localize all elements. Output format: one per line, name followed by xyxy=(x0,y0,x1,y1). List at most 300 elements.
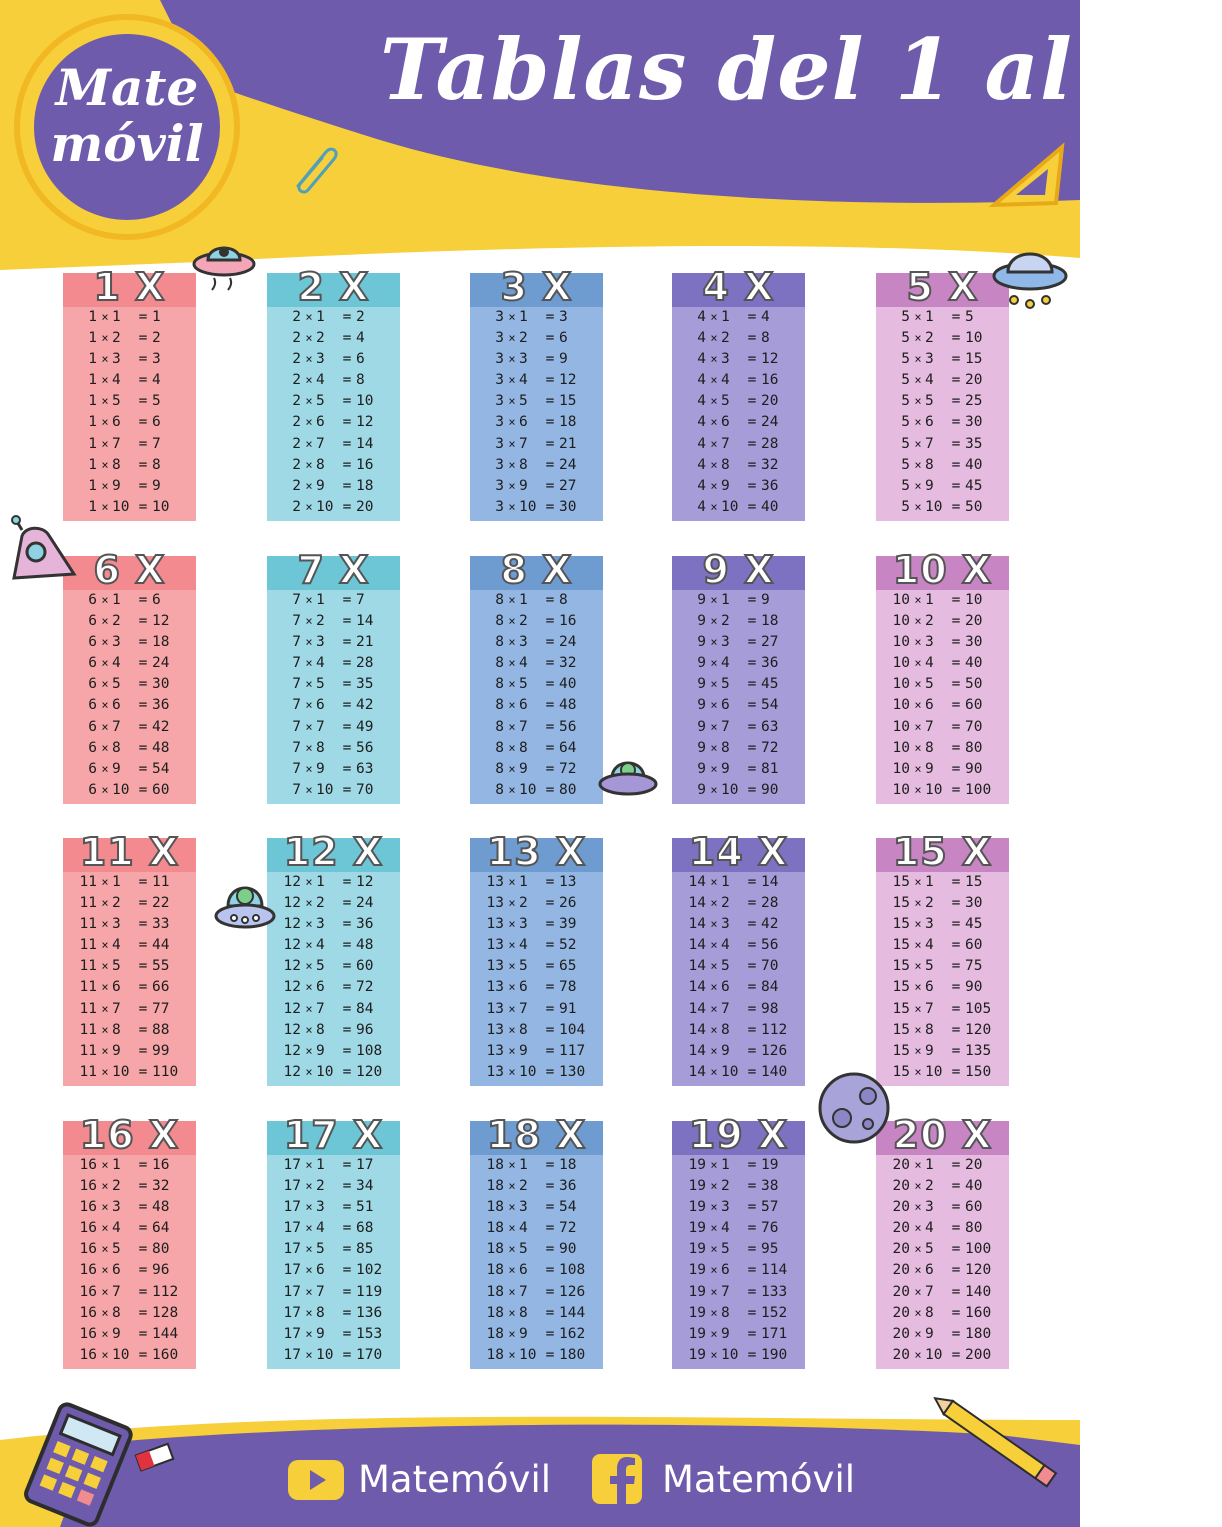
times-sign: × xyxy=(710,761,718,776)
times-sign: × xyxy=(914,1347,922,1362)
equals-sign: = xyxy=(138,895,148,912)
product: 27 xyxy=(559,477,577,494)
multiplicand: 12 xyxy=(283,979,301,996)
equals-sign: = xyxy=(342,718,352,735)
multiplicand: 13 xyxy=(486,979,504,996)
multiplier: 10 xyxy=(721,1063,739,1080)
times-sign: × xyxy=(101,1200,109,1215)
table-row xyxy=(876,1218,1009,1239)
multiplier: 1 xyxy=(721,1157,730,1173)
times-sign: × xyxy=(508,457,516,472)
equals-sign: = xyxy=(951,718,961,735)
times-sign: × xyxy=(305,614,313,629)
multiplier: 9 xyxy=(721,1325,730,1342)
equals-sign: = xyxy=(342,1199,352,1216)
times-sign: × xyxy=(914,310,922,324)
multiplier: 9 xyxy=(316,1325,325,1342)
multiplier: 5 xyxy=(519,958,528,975)
equals-sign: = xyxy=(747,456,757,473)
equals-sign: = xyxy=(138,1220,148,1237)
multiplicand: 17 xyxy=(283,1157,301,1173)
product: 56 xyxy=(761,937,779,954)
multiplicand: 15 xyxy=(892,1063,910,1080)
multiplicand: 9 xyxy=(697,781,706,798)
multiplicand: 7 xyxy=(292,592,301,608)
multiplier: 9 xyxy=(519,1042,528,1059)
product: 96 xyxy=(356,1021,374,1038)
product: 190 xyxy=(761,1346,788,1363)
table-row xyxy=(876,914,1009,935)
multiplicand: 15 xyxy=(892,1021,910,1038)
equals-sign: = xyxy=(138,1283,148,1300)
product: 128 xyxy=(152,1304,179,1321)
multiplicand: 9 xyxy=(697,655,706,672)
multiplicand: 4 xyxy=(697,414,706,431)
times-sign: × xyxy=(305,656,313,671)
multiplicand: 16 xyxy=(79,1304,97,1321)
times-sign: × xyxy=(914,394,922,409)
multiplicand: 16 xyxy=(79,1157,97,1173)
pencil-icon xyxy=(930,1400,1070,1490)
times-sign: × xyxy=(710,1284,718,1299)
rocket-icon xyxy=(8,514,80,586)
times-sign: × xyxy=(101,635,109,650)
times-sign: × xyxy=(914,1326,922,1341)
times-sign: × xyxy=(914,499,922,514)
multiplier: 4 xyxy=(112,937,121,954)
multiplier: 10 xyxy=(925,1346,943,1363)
times-sign: × xyxy=(914,1263,922,1278)
table-row xyxy=(63,780,196,801)
multiplier: 3 xyxy=(316,1199,325,1216)
table-row xyxy=(63,391,196,412)
table-row xyxy=(267,328,400,349)
multiplicand: 6 xyxy=(88,655,97,672)
multiplier: 3 xyxy=(925,916,934,933)
equals-sign: = xyxy=(747,1021,757,1038)
equals-sign: = xyxy=(951,760,961,777)
table-row xyxy=(672,1155,805,1176)
times-sign: × xyxy=(508,761,516,776)
table-row xyxy=(470,1176,603,1197)
multiplier: 7 xyxy=(519,1000,528,1017)
times-sign: × xyxy=(508,1179,516,1194)
product: 4 xyxy=(761,309,770,325)
times-sign: × xyxy=(508,635,516,650)
product: 84 xyxy=(356,1000,374,1017)
times-sign: × xyxy=(508,896,516,911)
table-card xyxy=(470,1113,603,1369)
times-sign: × xyxy=(305,875,313,889)
product: 6 xyxy=(152,592,161,608)
equals-sign: = xyxy=(138,958,148,975)
youtube-icon xyxy=(286,1458,346,1502)
multiplier: 3 xyxy=(721,916,730,933)
multiplicand: 4 xyxy=(697,330,706,347)
product: 32 xyxy=(559,655,577,672)
times-sign: × xyxy=(508,656,516,671)
equals-sign: = xyxy=(951,634,961,651)
product: 24 xyxy=(559,456,577,473)
equals-sign: = xyxy=(951,1178,961,1195)
product: 54 xyxy=(559,1199,577,1216)
times-sign: × xyxy=(508,1158,516,1172)
product: 51 xyxy=(356,1199,374,1216)
multiplicand: 13 xyxy=(486,916,504,933)
table-row xyxy=(267,611,400,632)
multiplier: 5 xyxy=(316,1241,325,1258)
times-sign: × xyxy=(508,740,516,755)
times-sign: × xyxy=(914,698,922,713)
equals-sign: = xyxy=(545,330,555,347)
product: 126 xyxy=(559,1283,586,1300)
multiplier: 6 xyxy=(519,1262,528,1279)
product: 102 xyxy=(356,1262,383,1279)
multiplier: 3 xyxy=(112,351,121,368)
table-row xyxy=(470,695,603,716)
multiplier: 10 xyxy=(112,498,130,515)
table-row xyxy=(267,1155,400,1176)
times-sign: × xyxy=(710,959,718,974)
table-row xyxy=(267,738,400,759)
product: 38 xyxy=(761,1178,779,1195)
multiplicand: 7 xyxy=(292,739,301,756)
product: 110 xyxy=(152,1063,179,1080)
product: 9 xyxy=(152,477,161,494)
table-row xyxy=(876,611,1009,632)
multiplier: 2 xyxy=(316,613,325,630)
equals-sign: = xyxy=(342,697,352,714)
equals-sign: = xyxy=(138,592,148,608)
multiplicand: 1 xyxy=(88,435,97,452)
table-row xyxy=(267,872,400,893)
product: 32 xyxy=(152,1178,170,1195)
facebook-link[interactable] xyxy=(590,1452,856,1506)
multiplier: 6 xyxy=(112,1262,121,1279)
table-title: 7 X xyxy=(297,548,370,592)
times-sign: × xyxy=(914,656,922,671)
multiplicand: 16 xyxy=(79,1220,97,1237)
table-row xyxy=(267,1041,400,1062)
times-sign: × xyxy=(508,677,516,692)
multiplicand: 4 xyxy=(697,372,706,389)
multiplier: 2 xyxy=(519,1178,528,1195)
multiplier: 1 xyxy=(112,309,121,325)
times-sign: × xyxy=(508,1200,516,1215)
table-row xyxy=(672,455,805,476)
multiplicand: 3 xyxy=(495,414,504,431)
product: 12 xyxy=(356,874,374,890)
times-sign: × xyxy=(305,1200,313,1215)
times-sign: × xyxy=(305,938,313,953)
product: 12 xyxy=(559,372,577,389)
equals-sign: = xyxy=(342,1063,352,1080)
equals-sign: = xyxy=(138,937,148,954)
multiplier: 2 xyxy=(316,895,325,912)
table-row xyxy=(470,1218,603,1239)
equals-sign: = xyxy=(747,634,757,651)
times-sign: × xyxy=(305,478,313,493)
product: 70 xyxy=(965,718,983,735)
times-sign: × xyxy=(101,1263,109,1278)
multiplicand: 17 xyxy=(283,1346,301,1363)
table-row xyxy=(876,872,1009,893)
equals-sign: = xyxy=(342,592,352,608)
table-row xyxy=(267,914,400,935)
product: 160 xyxy=(152,1346,179,1363)
table-row xyxy=(672,914,805,935)
table-row xyxy=(267,370,400,391)
product: 63 xyxy=(356,760,374,777)
multiplicand: 19 xyxy=(688,1220,706,1237)
product: 45 xyxy=(761,676,779,693)
equals-sign: = xyxy=(951,895,961,912)
multiplicand: 11 xyxy=(79,937,97,954)
equals-sign: = xyxy=(342,1042,352,1059)
equals-sign: = xyxy=(545,1021,555,1038)
multiplicand: 9 xyxy=(697,718,706,735)
times-sign: × xyxy=(101,310,109,324)
multiplier: 6 xyxy=(112,697,121,714)
product: 100 xyxy=(965,1241,992,1258)
multiplicand: 3 xyxy=(495,498,504,515)
multiplicand: 8 xyxy=(495,676,504,693)
table-row xyxy=(672,391,805,412)
equals-sign: = xyxy=(138,1262,148,1279)
equals-sign: = xyxy=(747,372,757,389)
equals-sign: = xyxy=(951,1042,961,1059)
multiplicand: 5 xyxy=(901,393,910,410)
multiplicand: 7 xyxy=(292,718,301,735)
multiplier: 9 xyxy=(112,477,121,494)
table-title: 3 X xyxy=(500,265,573,309)
table-title: 12 X xyxy=(283,830,384,874)
product: 55 xyxy=(152,958,170,975)
times-sign: × xyxy=(101,740,109,755)
equals-sign: = xyxy=(138,414,148,431)
multiplicand: 8 xyxy=(495,592,504,608)
multiplicand: 15 xyxy=(892,958,910,975)
multiplier: 10 xyxy=(925,498,943,515)
multiplier: 10 xyxy=(721,1346,739,1363)
equals-sign: = xyxy=(747,309,757,325)
multiplicand: 4 xyxy=(697,498,706,515)
product: 30 xyxy=(559,498,577,515)
times-sign: × xyxy=(508,1043,516,1058)
table-row xyxy=(470,307,603,328)
product: 91 xyxy=(559,1000,577,1017)
product: 144 xyxy=(559,1304,586,1321)
calculator-icon xyxy=(18,1398,168,1520)
multiplicand: 6 xyxy=(88,760,97,777)
table-row xyxy=(876,1041,1009,1062)
equals-sign: = xyxy=(138,739,148,756)
product: 78 xyxy=(559,979,577,996)
multiplier: 3 xyxy=(519,916,528,933)
product: 20 xyxy=(965,372,983,389)
multiplier: 4 xyxy=(925,655,934,672)
times-sign: × xyxy=(914,719,922,734)
multiplier: 3 xyxy=(925,634,934,651)
multiplicand: 19 xyxy=(688,1199,706,1216)
product: 16 xyxy=(152,1157,170,1173)
product: 72 xyxy=(559,760,577,777)
times-sign: × xyxy=(101,719,109,734)
product: 56 xyxy=(356,739,374,756)
times-sign: × xyxy=(710,782,718,797)
youtube-label: Matemóvil xyxy=(358,1458,552,1501)
times-sign: × xyxy=(710,1022,718,1037)
product: 60 xyxy=(356,958,374,975)
times-sign: × xyxy=(914,896,922,911)
times-sign: × xyxy=(710,331,718,346)
table-row xyxy=(63,738,196,759)
multiplier: 5 xyxy=(316,676,325,693)
product: 20 xyxy=(965,613,983,630)
table-row xyxy=(672,611,805,632)
product: 36 xyxy=(761,655,779,672)
times-sign: × xyxy=(914,1284,922,1299)
product: 108 xyxy=(559,1262,586,1279)
table-row xyxy=(267,476,400,497)
table-row xyxy=(672,1020,805,1041)
product: 36 xyxy=(152,697,170,714)
equals-sign: = xyxy=(545,1304,555,1321)
multiplier: 8 xyxy=(112,1021,121,1038)
table-row xyxy=(876,1176,1009,1197)
product: 130 xyxy=(559,1063,586,1080)
product: 80 xyxy=(965,739,983,756)
times-sign: × xyxy=(508,1326,516,1341)
product: 162 xyxy=(559,1325,586,1342)
multiplicand: 2 xyxy=(292,414,301,431)
table-row xyxy=(267,759,400,780)
equals-sign: = xyxy=(138,718,148,735)
product: 120 xyxy=(965,1021,992,1038)
table-row xyxy=(267,307,400,328)
multiplier: 4 xyxy=(112,372,121,389)
youtube-link[interactable] xyxy=(286,1452,552,1506)
times-sign: × xyxy=(914,875,922,889)
product: 9 xyxy=(761,592,770,608)
table-row xyxy=(63,1155,196,1176)
multiplier: 3 xyxy=(316,351,325,368)
times-sign: × xyxy=(305,1347,313,1362)
multiplier: 6 xyxy=(316,979,325,996)
table-row xyxy=(876,497,1009,518)
multiplicand: 15 xyxy=(892,874,910,890)
table-row xyxy=(470,1062,603,1083)
times-sign: × xyxy=(305,740,313,755)
table-row xyxy=(876,370,1009,391)
times-sign: × xyxy=(508,917,516,932)
multiplier: 1 xyxy=(519,1157,528,1173)
table-row xyxy=(267,1345,400,1366)
equals-sign: = xyxy=(342,634,352,651)
times-sign: × xyxy=(305,677,313,692)
times-sign: × xyxy=(914,1242,922,1257)
multiplier: 1 xyxy=(519,592,528,608)
multiplier: 10 xyxy=(925,1063,943,1080)
table-row xyxy=(672,780,805,801)
multiplicand: 4 xyxy=(697,351,706,368)
table-row xyxy=(876,893,1009,914)
table-card xyxy=(267,1113,400,1369)
times-sign: × xyxy=(101,782,109,797)
product: 120 xyxy=(356,1063,383,1080)
multiplicand: 20 xyxy=(892,1220,910,1237)
multiplicand: 16 xyxy=(79,1199,97,1216)
table-row xyxy=(672,1345,805,1366)
multiplier: 1 xyxy=(112,874,121,890)
multiplier: 5 xyxy=(925,1241,934,1258)
equals-sign: = xyxy=(545,634,555,651)
times-sign: × xyxy=(710,415,718,430)
product: 14 xyxy=(356,435,374,452)
multiplier: 3 xyxy=(112,634,121,651)
times-sign: × xyxy=(710,875,718,889)
multiplier: 6 xyxy=(316,414,325,431)
multiplicand: 3 xyxy=(495,351,504,368)
table-card xyxy=(470,265,603,521)
table-card xyxy=(63,830,196,1086)
multiplicand: 20 xyxy=(892,1241,910,1258)
multiplicand: 10 xyxy=(892,634,910,651)
multiplier: 8 xyxy=(721,456,730,473)
product: 150 xyxy=(965,1063,992,1080)
equals-sign: = xyxy=(951,592,961,608)
multiplier: 7 xyxy=(721,1283,730,1300)
times-sign: × xyxy=(101,938,109,953)
times-sign: × xyxy=(914,980,922,995)
equals-sign: = xyxy=(342,435,352,452)
times-sign: × xyxy=(508,875,516,889)
times-sign: × xyxy=(710,635,718,650)
product: 15 xyxy=(965,351,983,368)
product: 49 xyxy=(356,718,374,735)
table-row xyxy=(470,653,603,674)
multiplier: 10 xyxy=(316,498,334,515)
multiplicand: 16 xyxy=(79,1283,97,1300)
times-sign: × xyxy=(305,980,313,995)
product: 72 xyxy=(356,979,374,996)
product: 8 xyxy=(761,330,770,347)
times-sign: × xyxy=(305,1179,313,1194)
equals-sign: = xyxy=(545,895,555,912)
multiplier: 6 xyxy=(112,979,121,996)
product: 88 xyxy=(152,1021,170,1038)
multiplier: 5 xyxy=(112,676,121,693)
multiplier: 5 xyxy=(721,958,730,975)
times-sign: × xyxy=(101,980,109,995)
product: 50 xyxy=(965,498,983,515)
multiplicand: 5 xyxy=(901,498,910,515)
multiplier: 8 xyxy=(925,456,934,473)
times-sign: × xyxy=(305,1284,313,1299)
equals-sign: = xyxy=(138,309,148,325)
multiplier: 10 xyxy=(721,781,739,798)
multiplicand: 11 xyxy=(79,916,97,933)
multiplicand: 1 xyxy=(88,498,97,515)
equals-sign: = xyxy=(138,435,148,452)
multiplicand: 1 xyxy=(88,414,97,431)
times-sign: × xyxy=(305,1242,313,1257)
table-row xyxy=(672,653,805,674)
product: 36 xyxy=(356,916,374,933)
table-row xyxy=(470,956,603,977)
times-sign: × xyxy=(101,331,109,346)
multiplicand: 8 xyxy=(495,760,504,777)
